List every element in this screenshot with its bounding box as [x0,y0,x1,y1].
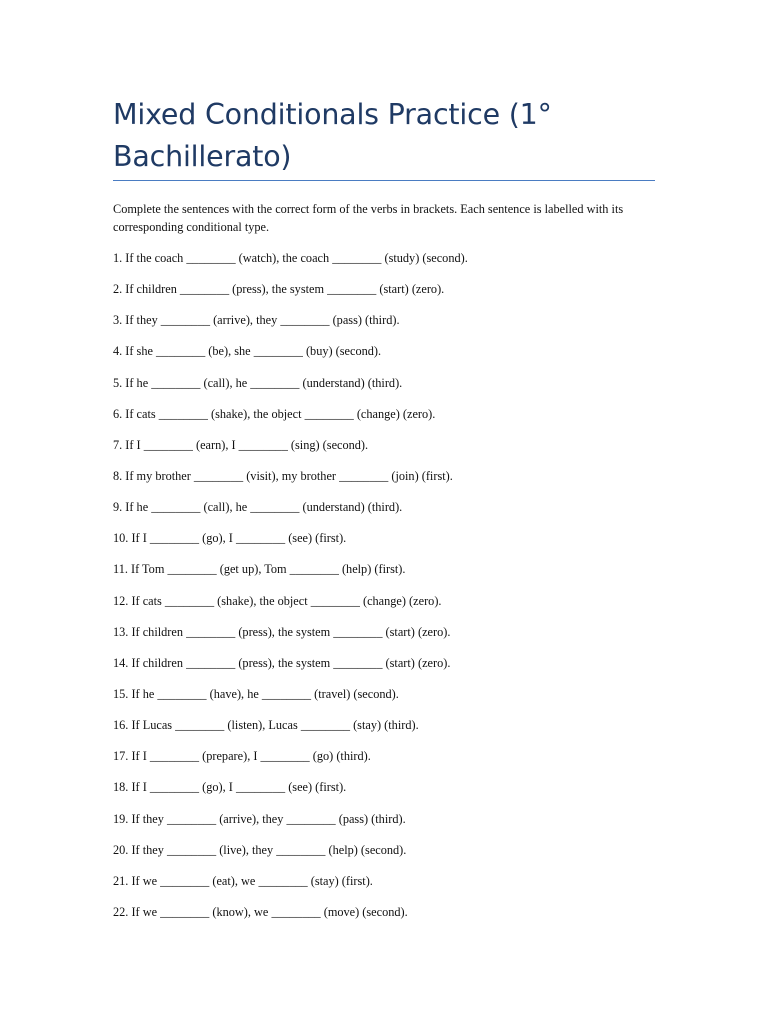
exercise-item: 6. If cats ________ (shake), the object ________ (change) (zero). [113,406,436,421]
exercise-item: 9. If he ________ (call), he ________ (understand) (third). [113,500,403,515]
exercise-item: 2. If children ________ (press), the system ________ (start) (zero). [113,282,445,297]
exercise-item: 4. If she ________ (be), she ________ (buy) (second). [113,344,382,359]
exercise-item: 8. If my brother ________ (visit), my brother ________ (join) (first). [113,468,453,483]
page-title: Mixed Conditionals Practice (1° Bachillerato) [113,98,552,173]
exercise-item: 11. If Tom ________ (get up), Tom ________ (help) (first). [113,562,406,577]
exercise-item: 14. If children ________ (press), the system ________ (start) (zero). [113,655,451,670]
exercise-item: 1. If the coach ________ (watch), the coach ________ (study) (second). [113,251,468,265]
exercise-item: 22. If we ________ (know), we ________ (move) (second). [113,904,408,919]
instructions-text: Complete the sentences with the correct form of the verbs in brackets. Each sentence is labelled with its corresponding conditional type. [113,202,624,234]
exercise-item: 17. If I ________ (prepare), I ________ (go) (third). [113,749,371,764]
exercise-item: 12. If cats ________ (shake), the object ________ (change) (zero). [113,593,442,608]
exercise-item: 19. If they ________ (arrive), they ________ (pass) (third). [113,811,406,826]
exercise-item: 20. If they ________ (live), they ________ (help) (second). [113,842,407,857]
exercise-list [113,249,655,934]
exercise-item: 13. If children ________ (press), the system ________ (start) (zero). [113,624,451,639]
title-divider [113,180,655,181]
exercise-item: 18. If I ________ (go), I ________ (see) (first). [113,780,347,795]
exercise-item: 7. If I ________ (earn), I ________ (sing) (second). [113,437,369,452]
exercise-item: 21. If we ________ (eat), we ________ (stay) (first). [113,873,373,888]
exercise-item: 16. If Lucas ________ (listen), Lucas ________ (stay) (third). [113,718,419,733]
exercise-item: 5. If he ________ (call), he ________ (understand) (third). [113,375,403,390]
exercise-item: 3. If they ________ (arrive), they ________ (pass) (third). [113,313,400,328]
exercise-item: 15. If he ________ (have), he ________ (travel) (second). [113,686,399,701]
exercise-item: 10. If I ________ (go), I ________ (see) (first). [113,531,347,546]
